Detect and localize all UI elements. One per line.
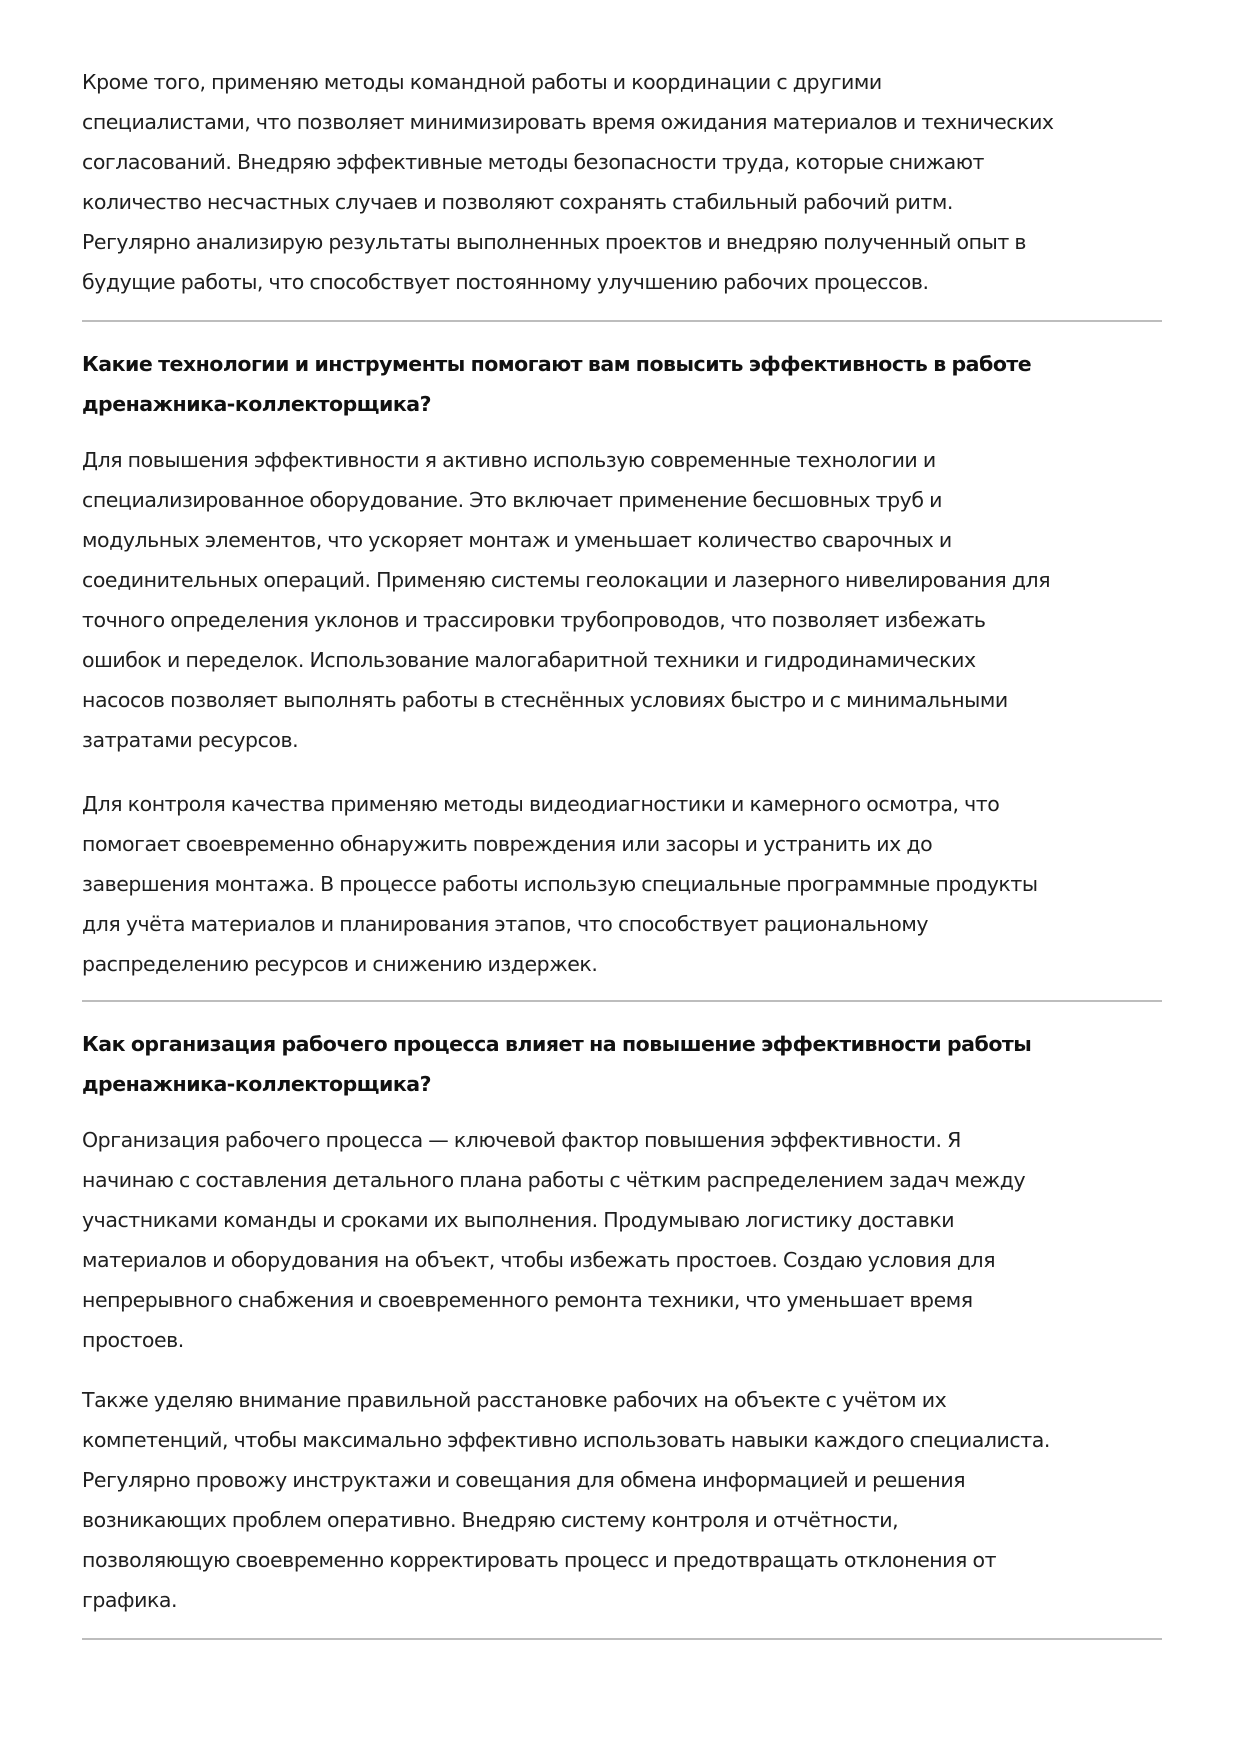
text-line: начинаю с составления детального плана работы с чётким распределением задач между xyxy=(82,1168,1026,1192)
section-divider xyxy=(82,1000,1162,1002)
text-line: Регулярно провожу инструктажи и совещания для обмена информацией и решения xyxy=(82,1468,966,1492)
text-line: Для повышения эффективности я активно использую современные технологии и xyxy=(82,448,936,472)
paragraph-work-planning xyxy=(82,1120,1162,1360)
text-line: специализированное оборудование. Это включает применение бесшовных труб и xyxy=(82,488,942,512)
text-line: ошибок и переделок. Использование малогабаритной техники и гидродинамических xyxy=(82,648,976,672)
text-line: позволяющую своевременно корректировать процесс и предотвращать отклонения от xyxy=(82,1548,997,1572)
paragraph-technologies-equipment xyxy=(82,440,1162,760)
section-divider xyxy=(82,1638,1162,1640)
heading-line: дренажника-коллекторщика? xyxy=(82,1072,431,1096)
paragraph-quality-control xyxy=(82,784,1162,984)
text-line: соединительных операций. Применяю системы геолокации и лазерного нивелирования для xyxy=(82,568,1051,592)
section-organization xyxy=(82,1024,1162,1620)
text-line: Также уделяю внимание правильной расстановке рабочих на объекте с учётом их xyxy=(82,1388,947,1412)
text-line: будущие работы, что способствует постоянному улучшению рабочих процессов. xyxy=(82,270,929,294)
text-line: возникающих проблем оперативно. Внедряю систему контроля и отчётности, xyxy=(82,1508,899,1532)
text-line: специалистами, что позволяет минимизировать время ожидания материалов и технических xyxy=(82,110,1054,134)
text-line: затратами ресурсов. xyxy=(82,728,299,752)
text-line: Организация рабочего процесса — ключевой фактор повышения эффективности. Я xyxy=(82,1128,961,1152)
text-line: Для контроля качества применяю методы видеодиагностики и камерного осмотра, что xyxy=(82,792,1000,816)
text-line: графика. xyxy=(82,1588,178,1612)
text-line: завершения монтажа. В процессе работы использую специальные программные продукты xyxy=(82,872,1038,896)
text-line: участниками команды и сроками их выполнения. Продумываю логистику доставки xyxy=(82,1208,955,1232)
text-line: Регулярно анализирую результаты выполненных проектов и внедряю полученный опыт в xyxy=(82,230,1027,254)
text-line: простоев. xyxy=(82,1328,184,1352)
section-technologies xyxy=(82,344,1162,984)
text-line: согласований. Внедряю эффективные методы безопасности труда, которые снижают xyxy=(82,150,985,174)
section-intro-continuation xyxy=(82,62,1162,302)
text-line: количество несчастных случаев и позволяют сохранять стабильный рабочий ритм. xyxy=(82,190,953,214)
text-line: для учёта материалов и планирования этапов, что способствует рациональному xyxy=(82,912,929,936)
text-line: непрерывного снабжения и своевременного ремонта техники, что уменьшает время xyxy=(82,1288,973,1312)
heading-line: дренажника-коллекторщика? xyxy=(82,392,431,416)
text-line: материалов и оборудования на объект, чтобы избежать простоев. Создаю условия для xyxy=(82,1248,996,1272)
text-line: помогает своевременно обнаружить повреждения или засоры и устранить их до xyxy=(82,832,933,856)
heading-line: Как организация рабочего процесса влияет на повышение эффективности работы xyxy=(82,1032,1032,1056)
paragraph-teamwork-safety xyxy=(82,62,1162,302)
section-divider xyxy=(82,320,1162,322)
question-heading-technologies xyxy=(82,344,1162,424)
paragraph-staff-placement xyxy=(82,1380,1162,1620)
text-line: насосов позволяет выполнять работы в стеснённых условиях быстро и с минимальными xyxy=(82,688,1008,712)
text-line: компетенций, чтобы максимально эффективно использовать навыки каждого специалиста. xyxy=(82,1428,1050,1452)
heading-line: Какие технологии и инструменты помогают вам повысить эффективность в работе xyxy=(82,352,1032,376)
question-heading-organization xyxy=(82,1024,1162,1104)
text-line: модульных элементов, что ускоряет монтаж и уменьшает количество сварочных и xyxy=(82,528,952,552)
text-line: Кроме того, применяю методы командной работы и координации с другими xyxy=(82,70,882,94)
text-line: точного определения уклонов и трассировки трубопроводов, что позволяет избежать xyxy=(82,608,986,632)
text-line: распределению ресурсов и снижению издержек. xyxy=(82,952,598,976)
